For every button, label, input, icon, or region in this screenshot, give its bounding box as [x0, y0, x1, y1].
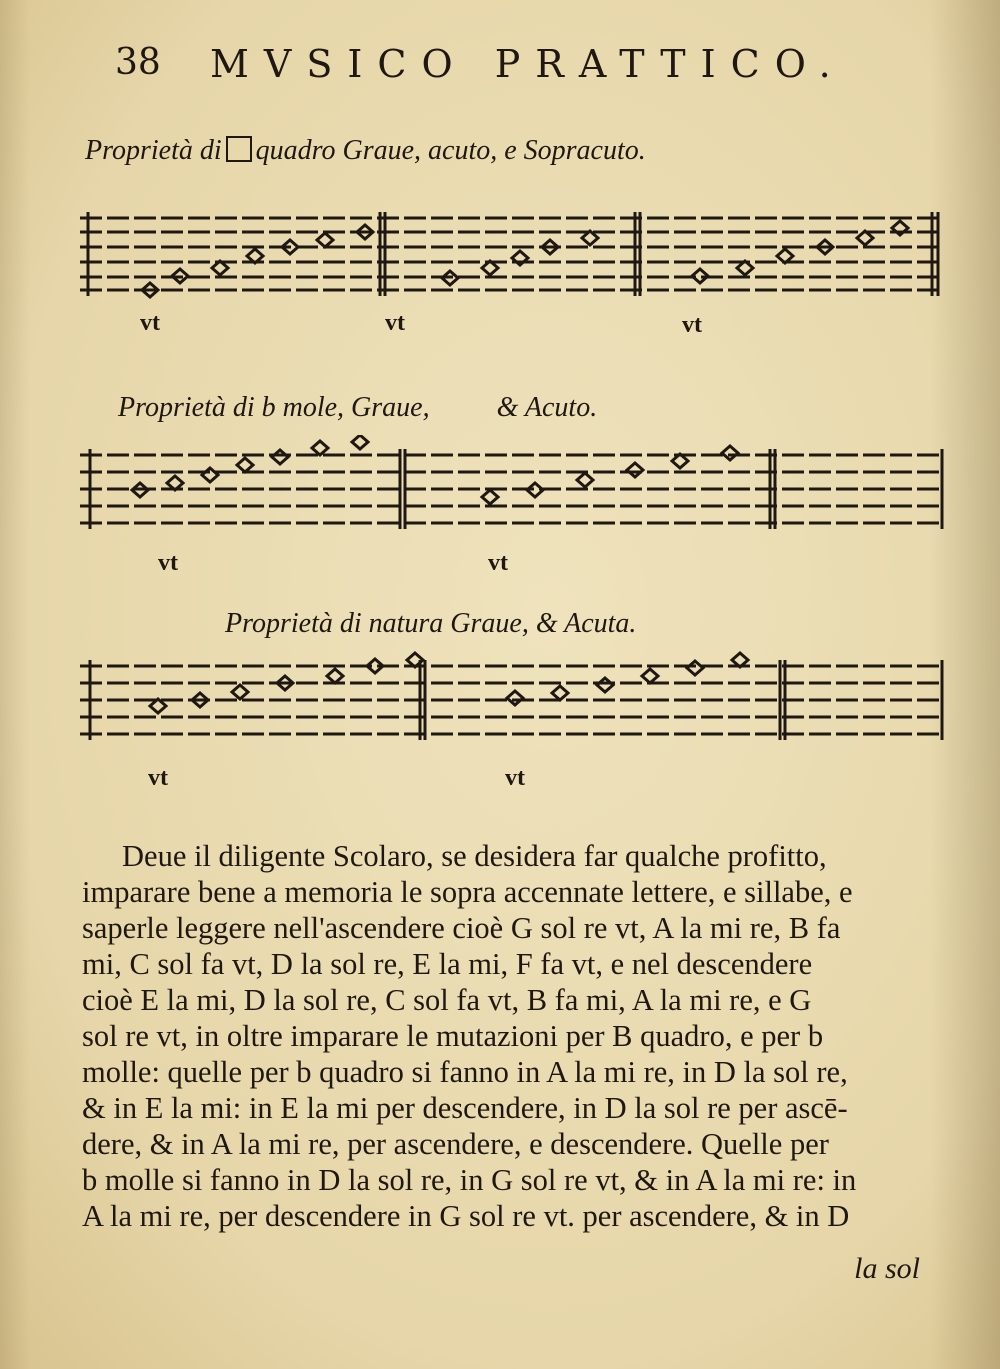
note-diamond — [627, 463, 643, 477]
section-2-caption — [118, 392, 597, 424]
section-2-caption-post: & Acuto. — [496, 392, 598, 423]
body-line: dere, & in A la mi re, per ascendere, e descendere. Quelle per — [82, 1127, 829, 1161]
note-diamond — [317, 233, 333, 247]
section-2-syllable-2: vt — [488, 550, 508, 576]
body-line: A la mi re, per descendere in G sol re vt. per ascendere, & in D — [82, 1199, 850, 1233]
page-header — [115, 42, 875, 102]
body-line: b molle si fanno in D la sol re, in G sol re vt, & in A la mi re: in — [82, 1163, 857, 1197]
body-line: Deue il diligente Scolaro, se desidera far qualche profitto, — [122, 839, 827, 873]
section-1-staff — [80, 200, 950, 305]
section-3-caption-pre: Proprietà di natura Graue, & Acuta. — [225, 608, 637, 639]
note-diamond — [232, 685, 248, 699]
page-gutter-shadow — [0, 0, 30, 1369]
b-quadro-symbol-icon — [226, 136, 252, 162]
section-2-staff — [80, 435, 950, 550]
body-line: & in E la mi: in E la mi per descendere, in D la sol re per ascē- — [82, 1091, 848, 1125]
body-line: cioè E la mi, D la sol re, C sol fa vt, B fa mi, A la mi re, e G — [82, 983, 812, 1017]
section-3-syllable-2: vt — [505, 765, 525, 791]
note-diamond — [202, 468, 218, 482]
note-diamond — [552, 686, 568, 700]
page-number: 38 — [115, 42, 161, 83]
section-2-syllable-1: vt — [158, 550, 178, 576]
body-line: saperle leggere nell'ascendere cioè G sol re vt, A la mi re, B fa — [82, 911, 841, 945]
body-line: imparare bene a memoria le sopra accennate lettere, e sillabe, e — [82, 875, 853, 909]
catchword: la sol — [854, 1252, 920, 1285]
note-diamond — [597, 678, 613, 692]
note-diamond — [272, 450, 288, 464]
note-diamond — [312, 441, 328, 455]
section-2-caption-pre: Proprietà di b mole, Graue, — [118, 392, 430, 423]
note-diamond — [722, 446, 738, 460]
section-1-caption — [85, 135, 646, 167]
section-1-caption-pre: Proprietà di — [85, 135, 222, 166]
note-diamond — [352, 435, 368, 449]
section-3-staff — [80, 650, 950, 755]
section-1-syllable-3: vt — [682, 312, 702, 338]
body-line: mi, C sol fa vt, D la sol re, E la mi, F fa vt, e nel descendere — [82, 947, 813, 981]
section-1-syllable-2: vt — [385, 310, 405, 336]
note-diamond — [577, 473, 593, 487]
note-diamond — [327, 669, 343, 683]
running-title: MVSICO PRATTICO. — [210, 42, 846, 86]
body-line: sol re vt, in oltre imparare le mutazioni per B quadro, e per b — [82, 1019, 824, 1053]
body-lines — [82, 838, 962, 1234]
note-diamond — [687, 661, 703, 675]
section-1-caption-post: quadro Graue, acuto, e Sopracuto. — [255, 135, 646, 166]
note-diamond — [507, 691, 523, 705]
note-diamond — [482, 490, 498, 504]
body-paragraph — [82, 838, 962, 1234]
section-3-syllable-1: vt — [148, 765, 168, 791]
note-diamond — [237, 458, 253, 472]
body-line: molle: quelle per b quadro si fanno in A la mi re, in D la sol re, — [82, 1055, 848, 1089]
section-3-caption — [225, 608, 636, 640]
note-diamond — [642, 669, 658, 683]
section-1-syllable-1: vt — [140, 310, 160, 336]
